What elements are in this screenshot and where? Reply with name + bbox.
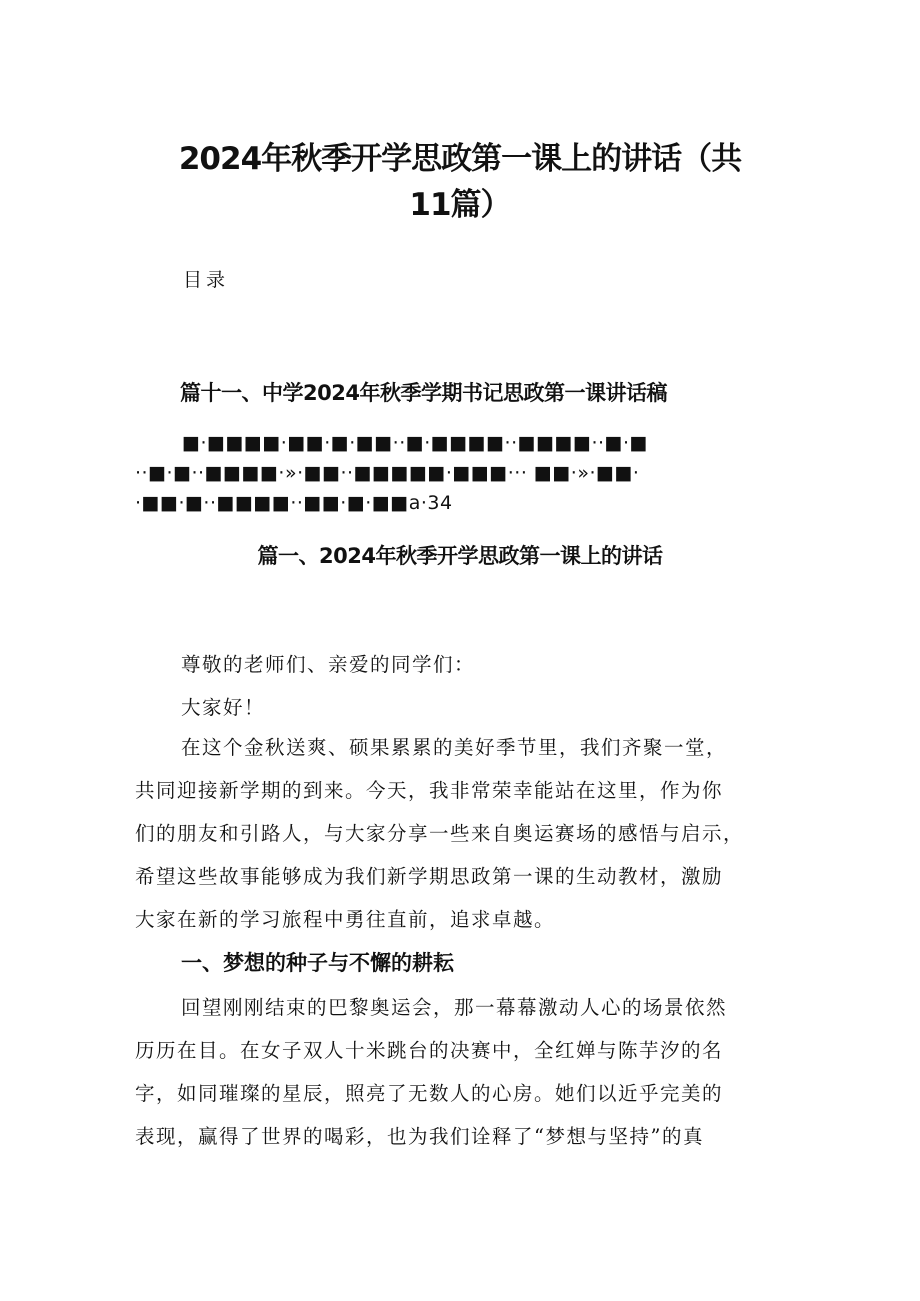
paragraph-line: 共同迎接新学期的到来。今天，我非常荣幸能站在这里，作为你 <box>135 779 724 802</box>
toc-garbled-line: ■·■■■■·■■·■·■■··■·■■■■··■■■■··■·■ <box>182 432 648 454</box>
document-title-line-1: 2024年秋季开学思政第一课上的讲话（共 <box>178 141 742 177</box>
toc-heading: 目录 <box>183 269 230 291</box>
greeting <box>135 686 795 729</box>
sub-heading: 一、梦想的种子与不懈的耕耘 <box>181 951 454 975</box>
document-title <box>120 136 800 228</box>
paragraph-2 <box>135 986 795 1158</box>
paragraph-1 <box>135 726 795 941</box>
paragraph-line: 字，如同璀璨的星辰，照亮了无数人的心房。她们以近乎完美的 <box>135 1082 724 1105</box>
paragraph-line: 希望这些故事能够成为我们新学期思政第一课的生动教材，激励 <box>135 865 724 888</box>
paragraph-line: 历历在目。在女子双人十米跳台的决赛中，全红婵与陈芋汐的名 <box>135 1039 724 1062</box>
toc-garbled-line: ··■·■··■■■■·»·■■··■■■■■·■■■··· ■■·»·■■· <box>135 462 640 484</box>
paragraph-line: 回望刚刚结束的巴黎奥运会，那一幕幕激动人心的场景依然 <box>181 996 728 1019</box>
toc-entry-garbled-text <box>135 428 795 518</box>
salutation <box>135 643 795 686</box>
paragraph-line: 大家在新的学习旅程中勇往直前，追求卓越。 <box>135 908 556 931</box>
paragraph-line: 们的朋友和引路人，与大家分享一些来自奥运赛场的感悟与启示， <box>135 822 745 845</box>
toc-garbled-line: ·■■·■··■■■■··■■·■·■■a·34 <box>135 492 453 514</box>
document-title-line-2: 11篇） <box>409 187 511 223</box>
greeting-text: 大家好！ <box>181 696 266 719</box>
section-title: 篇一、2024年秋季开学思政第一课上的讲话 <box>257 544 663 568</box>
paragraph-line: 在这个金秋送爽、硕果累累的美好季节里，我们齐聚一堂， <box>181 736 728 759</box>
paragraph-line: 表现，赢得了世界的喝彩，也为我们诠释了“梦想与坚持”的真 <box>135 1125 704 1148</box>
toc-entry: 篇十一、中学2024年秋季学期书记思政第一课讲话稿 <box>180 381 667 405</box>
salutation-text: 尊敬的老师们、亲爱的同学们： <box>181 653 476 676</box>
